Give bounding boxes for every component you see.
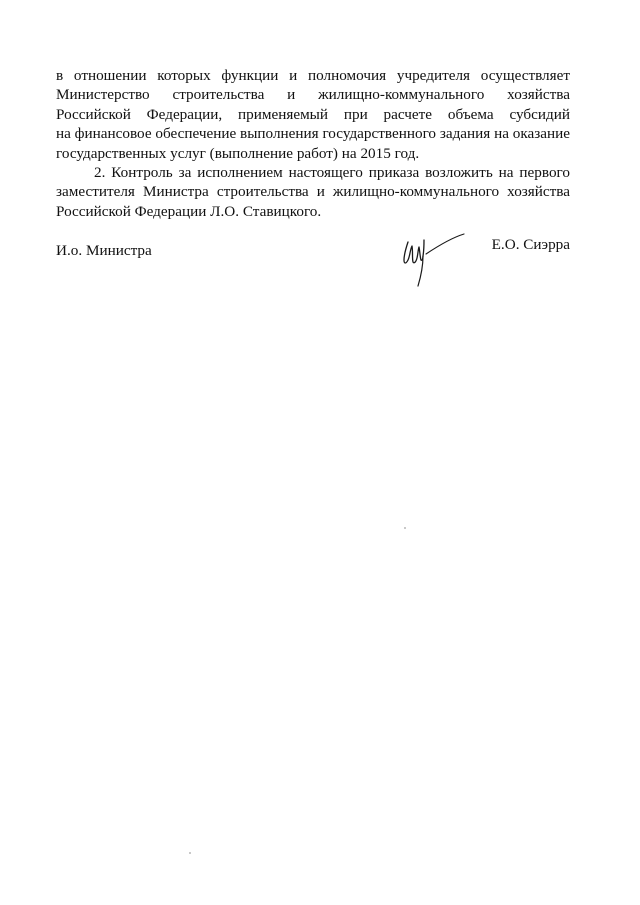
signatory-name: Е.О. Сиэрра bbox=[491, 236, 570, 253]
document-body bbox=[56, 66, 570, 221]
text-line: на финансовое обеспечение выполнения государственного задания на оказание bbox=[56, 125, 570, 143]
handwritten-signature bbox=[396, 228, 486, 290]
text-line: Российской Федерации Л.О. Ставицкого. bbox=[56, 202, 322, 220]
scan-speck bbox=[404, 527, 406, 529]
text-line: заместителя Министра строительства и жилищно-коммунального хозяйства bbox=[56, 183, 570, 201]
text-line: государственных услуг (выполнение работ) на 2015 год. bbox=[56, 144, 420, 162]
signatory-title: И.о. Министра bbox=[56, 242, 152, 259]
text-line: 2. Контроль за исполнением настоящего приказа возложить на первого bbox=[94, 164, 570, 182]
text-line: Министерство строительства и жилищно-коммунального хозяйства bbox=[56, 86, 570, 104]
text-line: в отношении которых функции и полномочия учредителя осуществляет bbox=[56, 67, 570, 84]
paragraph-continuation bbox=[56, 66, 570, 163]
scan-speck bbox=[189, 852, 191, 854]
signature-block bbox=[56, 236, 570, 292]
text-line: Российской Федерации, применяемый при расчете объема субсидий bbox=[56, 105, 570, 123]
paragraph-item-2 bbox=[56, 163, 570, 221]
